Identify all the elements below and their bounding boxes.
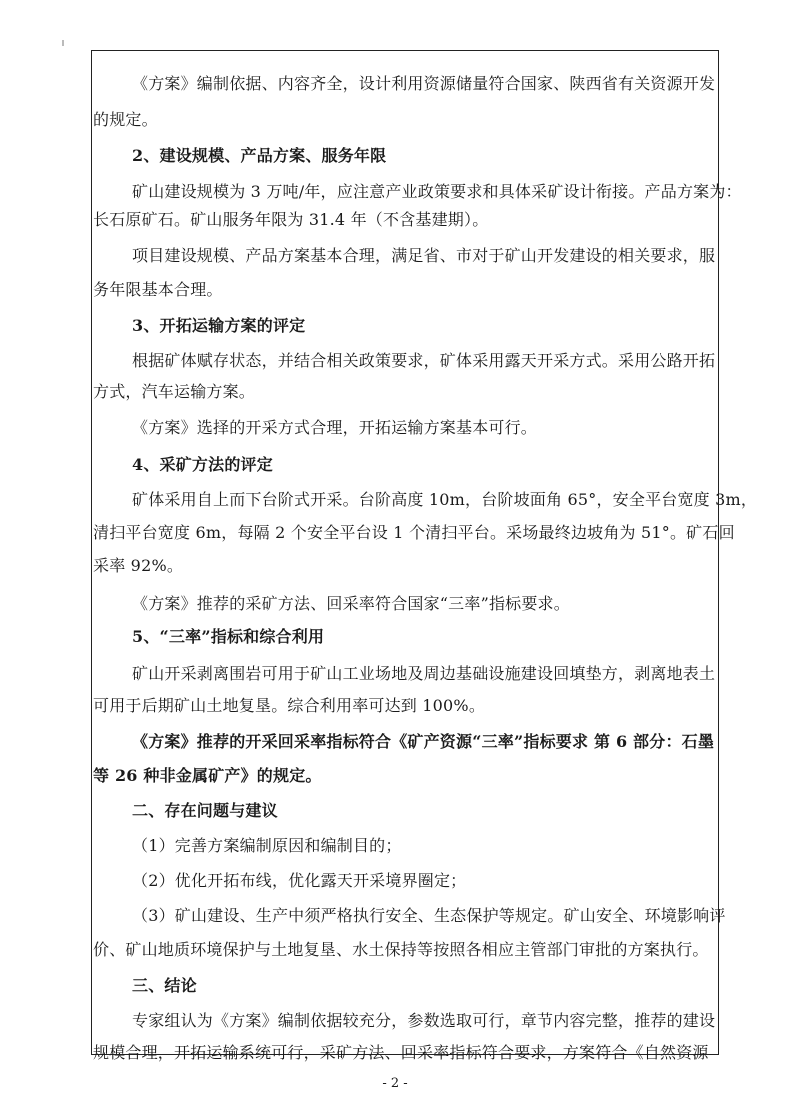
paragraph-line: 矿山建设规模为 3 万吨/年，应注意产业政策要求和具体采矿设计衔接。产品方案为： [132,182,742,201]
paragraph-line: 务年限基本合理。 [93,280,223,299]
scan-margin-mark [62,40,64,46]
chapter-heading: 三、结论 [132,976,197,995]
paragraph-line: 规模合理，开拓运输系统可行，采矿方法、回采率指标符合要求，方案符合《自然资源 [93,1043,709,1062]
paragraph-line: 清扫平台宽度 6m，每隔 2 个安全平台设 1 个清扫平台。采场最终边坡角为 51°。矿石回 [93,523,735,542]
paragraph-line: 等 26 种非金属矿产》的规定。 [93,766,322,785]
section-heading: 5、“三率”指标和综合利用 [132,627,325,646]
paragraph-line: 采率 92%。 [93,556,184,575]
paragraph-line: 《方案》编制依据、内容齐全，设计利用资源储量符合国家、陕西省有关资源开发 [132,74,716,93]
paragraph-line: 《方案》推荐的开采回采率指标符合《矿产资源“三率”指标要求 第 6 部分：石墨 [132,732,715,751]
paragraph-line: 矿体采用自上而下台阶式开采。台阶高度 10m，台阶坡面角 65°，安全平台宽度 3m， [132,490,758,509]
paragraph-line: 专家组认为《方案》编制依据较充分，参数选取可行，章节内容完整，推荐的建设 [132,1011,716,1030]
paragraph-line: 长石原矿石。矿山服务年限为 31.4 年（不含基建期）。 [93,210,489,229]
page-number: - 2 - [382,1076,408,1091]
paragraph-line: 矿山开采剥离围岩可用于矿山工业场地及周边基础设施建设回填垫方，剥离地表土 [132,664,716,683]
list-item-continuation: 价、矿山地质环境保护与土地复垦、水土保持等按照各相应主管部门审批的方案执行。 [93,940,709,959]
section-heading: 3、开拓运输方案的评定 [132,316,306,335]
paragraph-line: 项目建设规模、产品方案基本合理，满足省、市对于矿山开发建设的相关要求，服 [132,246,716,265]
paragraph-line: 根据矿体赋存状态，并结合相关政策要求，矿体采用露天开采方式。采用公路开拓 [132,351,716,370]
chapter-heading: 二、存在问题与建议 [132,801,278,820]
list-item: （2）优化开拓布线，优化露天开采境界圈定； [132,871,467,890]
list-item: （3）矿山建设、生产中须严格执行安全、生态保护等规定。矿山安全、环境影响评 [132,906,726,925]
paragraph-line: 《方案》选择的开采方式合理，开拓运输方案基本可行。 [132,418,538,437]
paragraph-line: 可用于后期矿山土地复垦。综合利用率可达到 100%。 [93,696,486,715]
paragraph-line: 方式，汽车运输方案。 [93,382,256,401]
paragraph-line: 的规定。 [93,110,158,129]
section-heading: 2、建设规模、产品方案、服务年限 [132,146,387,165]
section-heading: 4、采矿方法的评定 [132,455,273,474]
paragraph-line: 《方案》推荐的采矿方法、回采率符合国家“三率”指标要求。 [132,594,570,613]
list-item: （1）完善方案编制原因和编制目的； [132,836,402,855]
